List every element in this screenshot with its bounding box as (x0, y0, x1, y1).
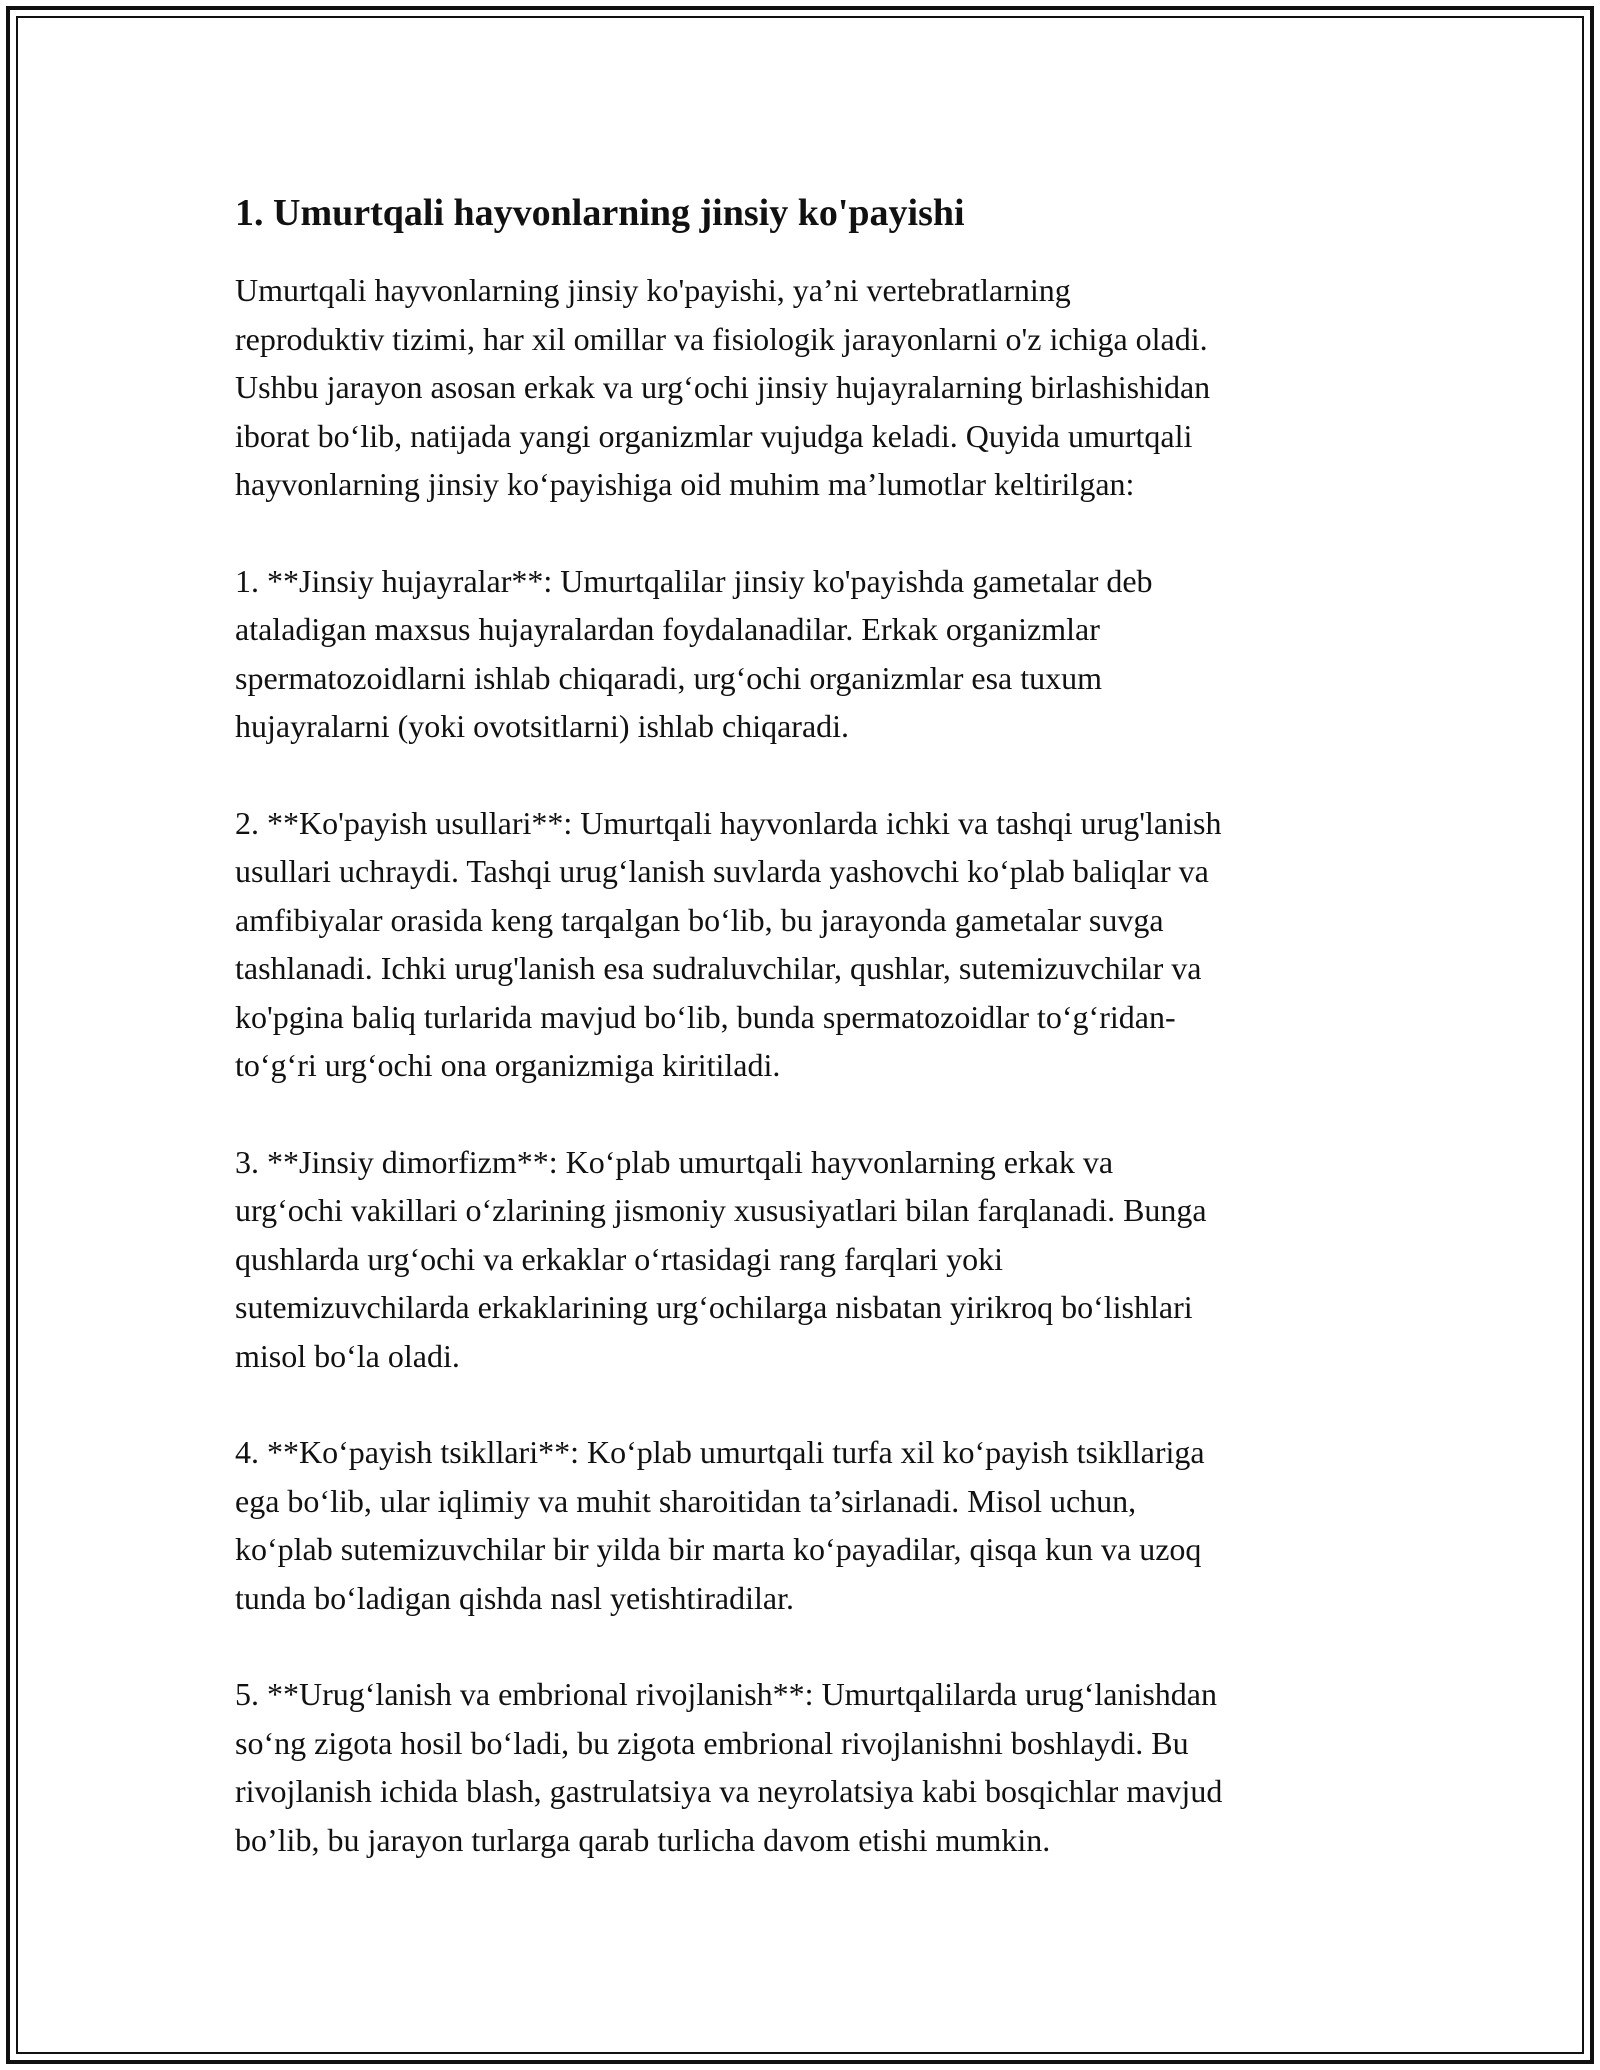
document-body (235, 186, 1375, 1912)
intro-paragraph: Umurtqali hayvonlarning jinsiy ko'payishi, ya’ni vertebratlarning reproduktiv tizimi, har xil omillar va fisiologik jarayonlarni o'z ichiga oladi. Ushbu jarayon asosan erkak va urg‘ochi jinsiy hujayralarning birlashishidan iborat bo‘lib, natijada yangi organizmlar vujudga keladi. Quyida umurtqali hayvonlarning jinsiy ko‘payishiga oid muhim ma’lumotlar keltirilgan: (235, 272, 1211, 502)
paragraph-reproductive-cycles: 4. **Ko‘payish tsikllari**: Ko‘plab umurtqali turfa xil ko‘payish tsikllariga ega bo‘lib, ular iqlimiy va muhit sharoitidan ta’sirlanadi. Misol uchun, ko‘plab sutemizuvchilar bir yilda bir marta ko‘payadilar, qisqa kun va uzoq tunda bo‘ladigan qishda nasl yetishtiradilar. (235, 1434, 1205, 1616)
paragraph-reproduction-methods: 2. **Ko'payish usullari**: Umurtqali hayvonlarda ichki va tashqi urug'lanish usullari uchraydi. Tashqi urug‘lanish suvlarda yashovchi ko‘plab baliqlar va amfibiyalar orasida keng tarqalgan bo‘lib, bu jarayonda gametalar suvga tashlanadi. Ichki urug'lanish esa sudraluvchilar, qushlar, sutemizuvchilar va ko'pgina baliq turlarida mavjud bo‘lib, bunda spermatozoidlar to‘g‘ridan- to‘g‘ri urg‘ochi ona organizmiga kiritiladi. (235, 804, 1222, 1083)
paragraph-sexual-dimorphism: 3. **Jinsiy dimorfizm**: Ko‘plab umurtqali hayvonlarning erkak va urg‘ochi vakillari o‘zlarining jismoniy xususiyatlari bilan farqlanadi. Bunga qushlarda urg‘ochi va erkaklar o‘rtasidagi rang farqlari yoki sutemizuvchilarda erkaklarining urg‘ochilarga nisbatan yirikroq bo‘lishlari misol bo‘la oladi. (235, 1143, 1207, 1374)
document-title: 1. Umurtqali hayvonlarning jinsiy ko'payishi (235, 192, 965, 234)
paragraph-fertilization-development: 5. **Urug‘lanish va embrional rivojlanish**: Umurtqalilarda urug‘lanishdan so‘ng zigota hosil bo‘ladi, bu zigota embrional rivojlanishni boshlaydi. Bu rivojlanish ichida blash, gastrulatsiya va neyrolatsiya kabi bosqichlar mavjud bo’lib, bu jarayon turlarga qarab turlicha davom etishi mumkin. (235, 1676, 1223, 1858)
paragraph-sex-cells: 1. **Jinsiy hujayralar**: Umurtqalilar jinsiy ko'payishda gametalar deb ataladigan maxsus hujayralardan foydalanadilar. Erkak organizmlar spermatozoidlarni ishlab chiqaradi, urg‘ochi organizmlar esa tuxum hujayralarni (yoki ovotsitlarni) ishlab chiqaradi. (235, 562, 1153, 744)
